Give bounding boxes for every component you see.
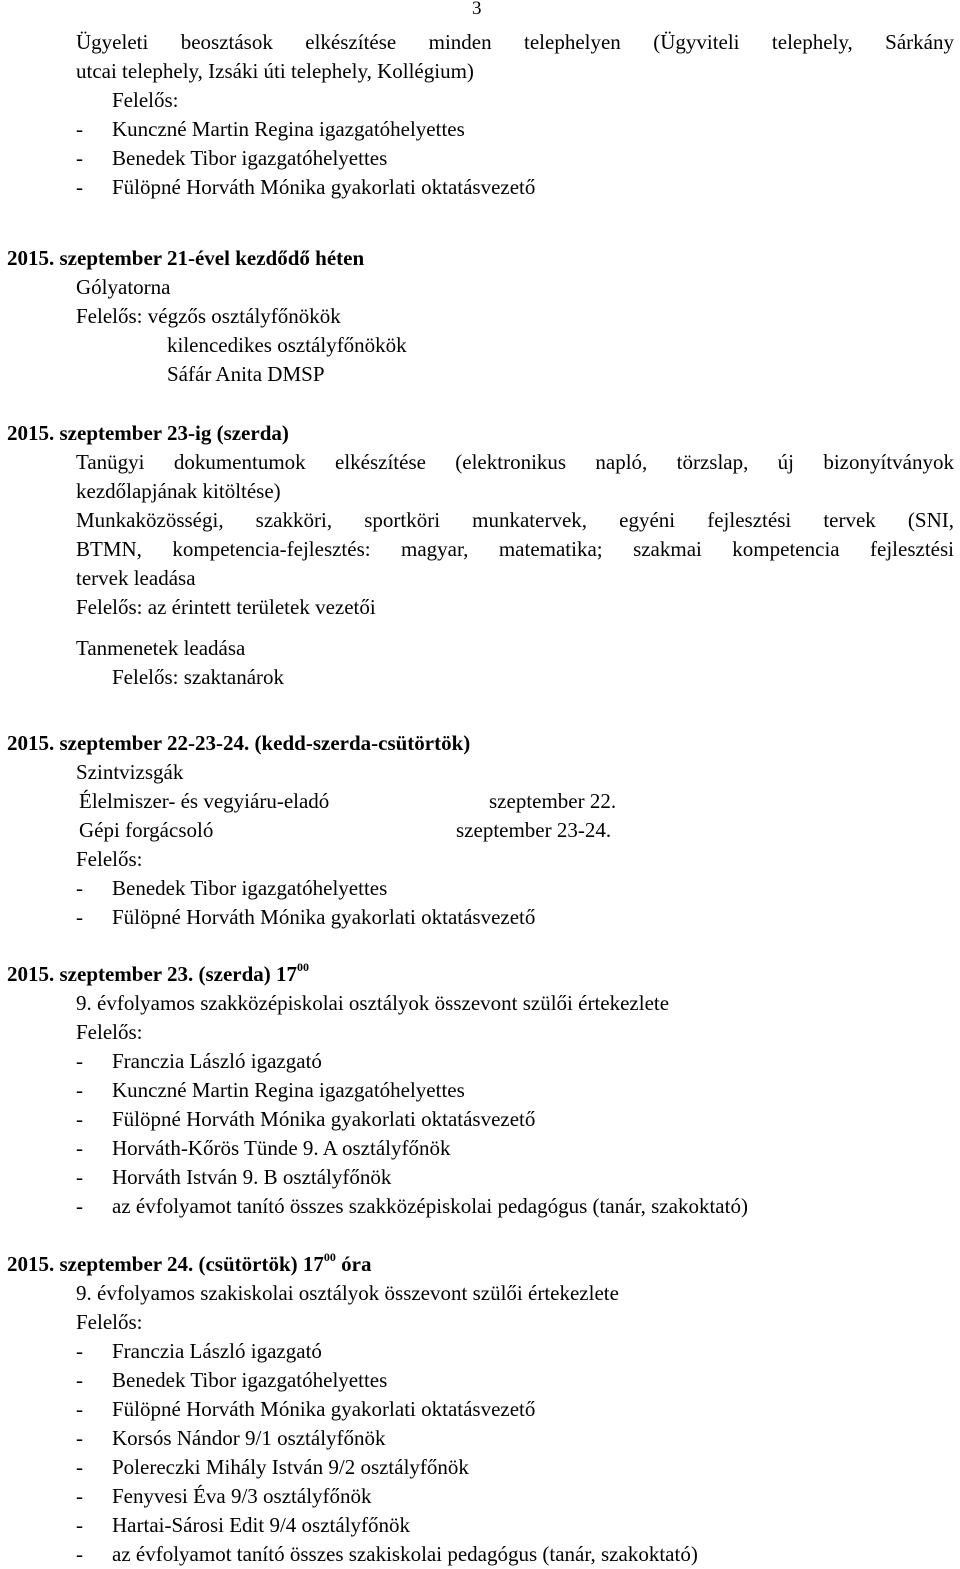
- s5-person: - Fenyvesi Éva 9/3 osztályfőnök: [76, 1484, 372, 1508]
- page-number: 3: [472, 0, 482, 19]
- intro-line-2: utcai telephely, Izsáki úti telephely, Kollégium): [76, 59, 474, 83]
- s4-person: - Kunczné Martin Regina igazgatóhelyettes: [76, 1078, 465, 1102]
- s2-felelos: Felelős: az érintett területek vezetői: [76, 595, 376, 619]
- s3-person: - Fülöpné Horváth Mónika gyakorlati oktatásvezető: [76, 905, 536, 929]
- s4-person: - Horváth-Kőrös Tünde 9. A osztályfőnök: [76, 1136, 451, 1160]
- s2-paragraph-2-line-3: tervek leadása: [76, 566, 196, 590]
- s4-person: - Fülöpné Horváth Mónika gyakorlati oktatásvezető: [76, 1107, 536, 1131]
- s4-person: - Horváth István 9. B osztályfőnök: [76, 1165, 392, 1189]
- s5-person: - Hartai-Sárosi Edit 9/4 osztályfőnök: [76, 1513, 411, 1537]
- s1-responsible-3: Sáfár Anita DMSP: [167, 362, 325, 386]
- s3-exam-date: szeptember 23-24.: [456, 818, 612, 842]
- intro-line-1: Ügyeleti beosztások elkészítése minden telephelyen (Ügyviteli telephely, Sárkány: [76, 30, 954, 54]
- s5-person: - Korsós Nándor 9/1 osztályfőnök: [76, 1426, 386, 1450]
- s3-exam-date: szeptember 22.: [489, 789, 617, 813]
- s3-event: Szintvizsgák: [76, 760, 184, 784]
- s5-person: - az évfolyamot tanító összes szakiskolai pedagógus (tanár, szakoktató): [76, 1542, 698, 1566]
- s5-person: - Polereczki Mihály István 9/2 osztályfőnök: [76, 1455, 469, 1479]
- s2-felelos-2: Felelős: szaktanárok: [112, 665, 285, 689]
- s3-person: - Benedek Tibor igazgatóhelyettes: [76, 876, 388, 900]
- s5-felelos-label: Felelős:: [76, 1310, 143, 1334]
- s5-event: 9. évfolyamos szakiskolai osztályok összevont szülői értekezlete: [76, 1281, 619, 1305]
- section-heading-2: 2015. szeptember 23-ig (szerda): [7, 421, 289, 445]
- s2-tanmenetek: Tanmenetek leadása: [76, 636, 246, 660]
- intro-felelos-label: Felelős:: [112, 88, 179, 112]
- s4-person: - Franczia László igazgató: [76, 1049, 322, 1073]
- s2-paragraph-2-line-2: BTMN, kompetencia-fejlesztés: magyar, matematika; szakmai kompetencia fejlesztési: [76, 537, 954, 561]
- s4-person: - az évfolyamot tanító összes szakközépiskolai pedagógus (tanár, szakoktató): [76, 1194, 748, 1218]
- intro-person: - Kunczné Martin Regina igazgatóhelyettes: [76, 117, 465, 141]
- s5-person: - Benedek Tibor igazgatóhelyettes: [76, 1368, 388, 1392]
- s1-event: Gólyatorna: [76, 275, 171, 299]
- s2-paragraph-1-line-1: Tanügyi dokumentumok elkészítése (elektronikus napló, törzslap, új bizonyítványok: [76, 450, 954, 474]
- s1-responsible-2: kilencedikes osztályfőnökök: [167, 333, 407, 357]
- intro-person: - Fülöpné Horváth Mónika gyakorlati oktatásvezető: [76, 175, 536, 199]
- section-heading-1: 2015. szeptember 21-ével kezdődő héten: [7, 246, 365, 270]
- s3-exam-name: Gépi forgácsoló: [79, 818, 214, 842]
- section-heading-5: 2015. szeptember 24. (csütörtök) $17^{00}$ óra: [7, 1250, 372, 1276]
- s3-felelos-label: Felelős:: [76, 847, 143, 871]
- intro-person: - Benedek Tibor igazgatóhelyettes: [76, 146, 388, 170]
- section-heading-4: 2015. szeptember 23. (szerda) $17^{00}$: [7, 960, 310, 986]
- s2-paragraph-2-line-1: Munkaközösségi, szakköri, sportköri munkatervek, egyéni fejlesztési tervek (SNI,: [76, 508, 954, 532]
- s1-felelos: Felelős: végzős osztályfőnökök: [76, 304, 341, 328]
- s4-event: 9. évfolyamos szakközépiskolai osztályok összevont szülői értekezlete: [76, 991, 670, 1015]
- section-heading-3: 2015. szeptember 22-23-24. (kedd-szerda-csütörtök): [7, 731, 471, 755]
- s2-paragraph-1-line-2: kezdőlapjának kitöltése): [76, 479, 281, 503]
- s5-person: - Fülöpné Horváth Mónika gyakorlati oktatásvezető: [76, 1397, 536, 1421]
- s3-exam-name: Élelmiszer- és vegyiáru-eladó: [79, 789, 330, 813]
- s4-felelos-label: Felelős:: [76, 1020, 143, 1044]
- s5-person: - Franczia László igazgató: [76, 1339, 322, 1363]
